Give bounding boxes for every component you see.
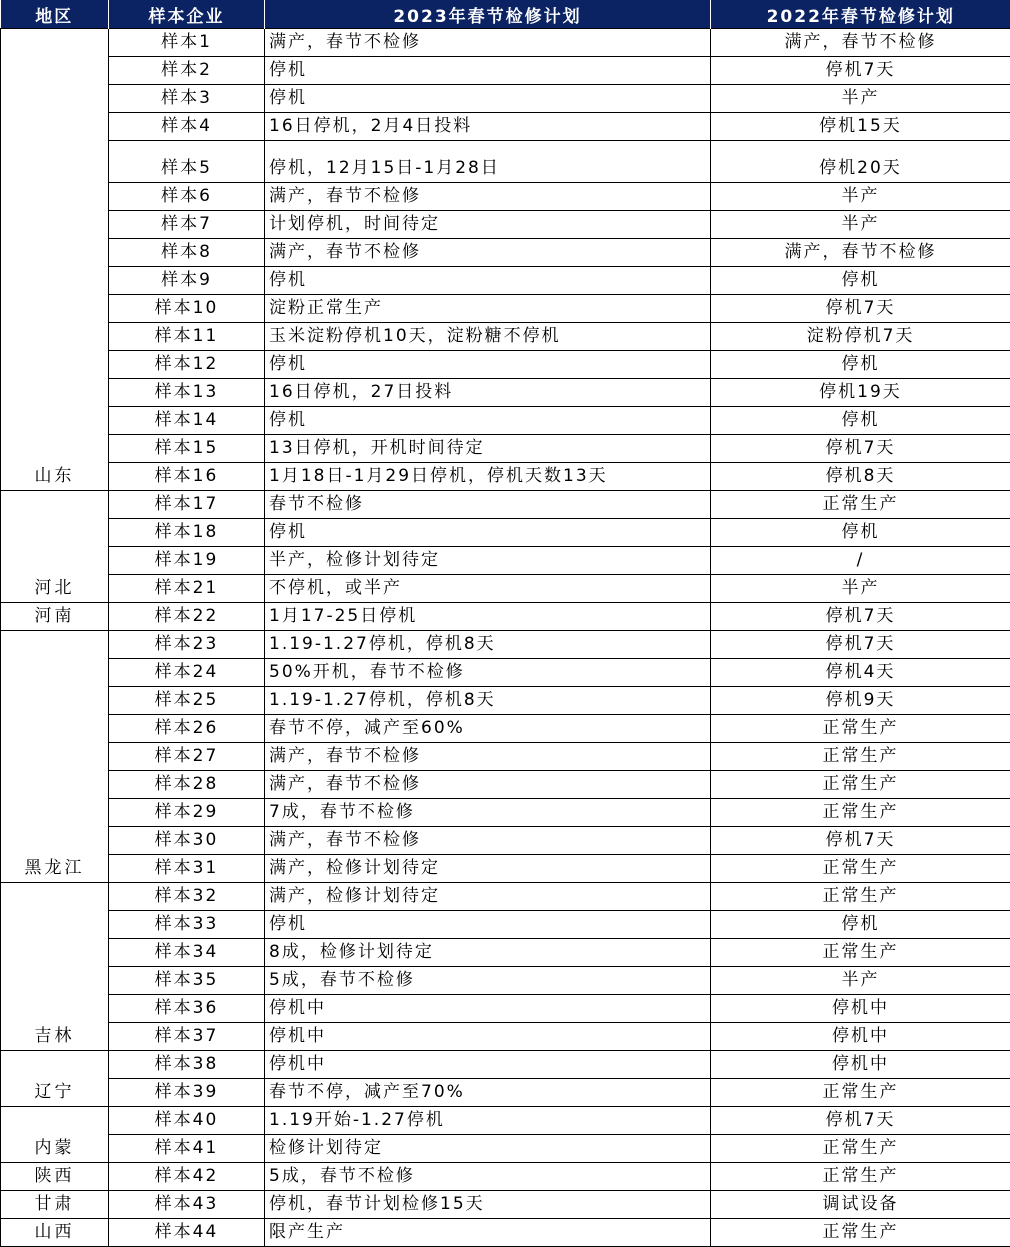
plan-2022-cell: 正常生产 — [711, 1079, 1010, 1107]
table-row — [1, 855, 1010, 883]
sample-cell: 样本42 — [109, 1163, 265, 1191]
table-row — [1, 827, 1010, 855]
plan-2022-cell: 半产 — [711, 85, 1010, 113]
plan-2023-cell: 满产，春节不检修 — [265, 183, 711, 211]
plan-2022-cell: 停机中 — [711, 1051, 1010, 1079]
sample-cell: 样本17 — [109, 491, 265, 519]
sample-cell: 样本23 — [109, 631, 265, 659]
plan-2022-cell: 停机 — [711, 407, 1010, 435]
plan-2023-cell: 16日停机，2月4日投料 — [265, 113, 711, 141]
plan-2022-cell: 正常生产 — [711, 715, 1010, 743]
plan-2023-cell: 50%开机，春节不检修 — [265, 659, 711, 687]
sample-cell: 样本31 — [109, 855, 265, 883]
plan-2022-cell: 正常生产 — [711, 883, 1010, 911]
plan-2023-cell: 满产，检修计划待定 — [265, 883, 711, 911]
sample-cell: 样本30 — [109, 827, 265, 855]
sample-cell: 样本22 — [109, 603, 265, 631]
plan-2022-cell: 停机中 — [711, 1023, 1010, 1051]
table-row — [1, 1107, 1010, 1135]
plan-2023-cell: 春节不停，减产至60% — [265, 715, 711, 743]
sample-cell: 样本25 — [109, 687, 265, 715]
region-cell: 黑龙江 — [1, 631, 109, 883]
table-row — [1, 57, 1010, 85]
sample-cell: 样本32 — [109, 883, 265, 911]
sample-cell: 样本40 — [109, 1107, 265, 1135]
plan-2023-cell: 检修计划待定 — [265, 1135, 711, 1163]
plan-2022-cell: 正常生产 — [711, 1163, 1010, 1191]
plan-2023-cell: 满产，春节不检修 — [265, 771, 711, 799]
sample-cell: 样本37 — [109, 1023, 265, 1051]
plan-2023-cell: 1.19-1.27停机，停机8天 — [265, 631, 711, 659]
sample-cell: 样本34 — [109, 939, 265, 967]
region-cell: 河南 — [1, 603, 109, 631]
plan-2023-cell: 停机 — [265, 407, 711, 435]
plan-2022-cell: 半产 — [711, 211, 1010, 239]
plan-2022-cell: 停机 — [711, 519, 1010, 547]
plan-2022-cell: 停机20天 — [711, 141, 1010, 183]
table-row — [1, 491, 1010, 519]
region-cell: 辽宁 — [1, 1051, 109, 1107]
plan-2023-cell: 春节不检修 — [265, 491, 711, 519]
plan-2022-cell: 正常生产 — [711, 939, 1010, 967]
sample-cell: 样本36 — [109, 995, 265, 1023]
sample-cell: 样本12 — [109, 351, 265, 379]
plan-2023-cell: 1月18日-1月29日停机，停机天数13天 — [265, 463, 711, 491]
plan-2023-cell: 限产生产 — [265, 1219, 711, 1247]
header-plan-2023: 2023年春节检修计划 — [265, 0, 711, 29]
plan-2023-cell: 1月17-25日停机 — [265, 603, 711, 631]
sample-cell: 样本4 — [109, 113, 265, 141]
table-row — [1, 85, 1010, 113]
plan-2022-cell: 半产 — [711, 967, 1010, 995]
plan-2023-cell: 1.19-1.27停机，停机8天 — [265, 687, 711, 715]
plan-2022-cell: / — [711, 547, 1010, 575]
region-cell: 吉林 — [1, 883, 109, 1051]
sample-cell: 样本26 — [109, 715, 265, 743]
table-row — [1, 239, 1010, 267]
plan-2023-cell: 停机 — [265, 267, 711, 295]
table-row — [1, 743, 1010, 771]
plan-2023-cell: 13日停机，开机时间待定 — [265, 435, 711, 463]
sample-cell: 样本29 — [109, 799, 265, 827]
plan-2022-cell: 停机15天 — [711, 113, 1010, 141]
sample-cell: 样本2 — [109, 57, 265, 85]
sample-cell: 样本24 — [109, 659, 265, 687]
plan-2023-cell: 计划停机，时间待定 — [265, 211, 711, 239]
table-row — [1, 883, 1010, 911]
sample-cell: 样本5 — [109, 141, 265, 183]
sample-cell: 样本35 — [109, 967, 265, 995]
sample-cell: 样本1 — [109, 29, 265, 57]
region-cell: 山西 — [1, 1219, 109, 1247]
plan-2022-cell: 正常生产 — [711, 771, 1010, 799]
region-cell: 甘肃 — [1, 1191, 109, 1219]
table-row — [1, 1023, 1010, 1051]
sample-cell: 样本10 — [109, 295, 265, 323]
header-sample: 样本企业 — [109, 0, 265, 29]
table-row — [1, 1219, 1010, 1247]
plan-2022-cell: 半产 — [711, 183, 1010, 211]
plan-2023-cell: 满产，春节不检修 — [265, 827, 711, 855]
plan-2022-cell: 淀粉停机7天 — [711, 323, 1010, 351]
plan-2023-cell: 停机 — [265, 85, 711, 113]
sample-cell: 样本9 — [109, 267, 265, 295]
sample-cell: 样本38 — [109, 1051, 265, 1079]
sample-cell: 样本41 — [109, 1135, 265, 1163]
sample-cell: 样本6 — [109, 183, 265, 211]
plan-2022-cell: 停机 — [711, 267, 1010, 295]
table-row — [1, 183, 1010, 211]
sample-cell: 样本8 — [109, 239, 265, 267]
plan-2023-cell: 满产，检修计划待定 — [265, 855, 711, 883]
plan-2023-cell: 16日停机，27日投料 — [265, 379, 711, 407]
plan-2023-cell: 停机 — [265, 911, 711, 939]
sample-cell: 样本13 — [109, 379, 265, 407]
plan-2023-cell: 停机 — [265, 57, 711, 85]
plan-2023-cell: 5成，春节不检修 — [265, 1163, 711, 1191]
plan-2023-cell: 停机中 — [265, 1051, 711, 1079]
plan-2023-cell: 停机中 — [265, 1023, 711, 1051]
plan-2022-cell: 停机9天 — [711, 687, 1010, 715]
sample-cell: 样本39 — [109, 1079, 265, 1107]
plan-2022-cell: 停机7天 — [711, 57, 1010, 85]
plan-2023-cell: 5成，春节不检修 — [265, 967, 711, 995]
table-row — [1, 211, 1010, 239]
plan-2023-cell: 停机 — [265, 351, 711, 379]
table-row — [1, 351, 1010, 379]
plan-2023-cell: 淀粉正常生产 — [265, 295, 711, 323]
plan-2022-cell: 停机7天 — [711, 631, 1010, 659]
plan-2023-cell: 7成，春节不检修 — [265, 799, 711, 827]
table-row — [1, 771, 1010, 799]
table-row — [1, 911, 1010, 939]
table-row — [1, 141, 1010, 183]
table-row — [1, 631, 1010, 659]
plan-2023-cell: 停机中 — [265, 995, 711, 1023]
plan-2023-cell: 满产，春节不检修 — [265, 239, 711, 267]
plan-2022-cell: 停机19天 — [711, 379, 1010, 407]
plan-2022-cell: 停机中 — [711, 995, 1010, 1023]
plan-2022-cell: 停机7天 — [711, 295, 1010, 323]
table-row — [1, 323, 1010, 351]
table-row — [1, 379, 1010, 407]
table-row — [1, 995, 1010, 1023]
table-row — [1, 1163, 1010, 1191]
plan-2022-cell: 调试设备 — [711, 1191, 1010, 1219]
table-row — [1, 715, 1010, 743]
plan-2022-cell: 正常生产 — [711, 855, 1010, 883]
plan-2022-cell: 正常生产 — [711, 799, 1010, 827]
region-cell: 山东 — [1, 29, 109, 491]
sample-cell: 样本14 — [109, 407, 265, 435]
plan-2022-cell: 满产，春节不检修 — [711, 239, 1010, 267]
sample-cell: 样本15 — [109, 435, 265, 463]
table-row — [1, 295, 1010, 323]
plan-2022-cell: 停机 — [711, 911, 1010, 939]
sample-cell: 样本11 — [109, 323, 265, 351]
region-cell: 河北 — [1, 491, 109, 603]
sample-cell: 样本44 — [109, 1219, 265, 1247]
plan-2023-cell: 半产，检修计划待定 — [265, 547, 711, 575]
table-row — [1, 519, 1010, 547]
table-row — [1, 939, 1010, 967]
table-row — [1, 407, 1010, 435]
table-row — [1, 1079, 1010, 1107]
table-row — [1, 1135, 1010, 1163]
plan-2023-cell: 春节不停，减产至70% — [265, 1079, 711, 1107]
table-row — [1, 659, 1010, 687]
plan-2022-cell: 正常生产 — [711, 491, 1010, 519]
table-row — [1, 799, 1010, 827]
plan-2022-cell: 停机7天 — [711, 603, 1010, 631]
plan-2023-cell: 1.19开始-1.27停机 — [265, 1107, 711, 1135]
sample-cell: 样本7 — [109, 211, 265, 239]
table-row — [1, 113, 1010, 141]
plan-2023-cell: 8成，检修计划待定 — [265, 939, 711, 967]
region-cell: 陕西 — [1, 1163, 109, 1191]
table-row — [1, 267, 1010, 295]
plan-2022-cell: 停机7天 — [711, 827, 1010, 855]
plan-2022-cell: 停机 — [711, 351, 1010, 379]
table-row — [1, 463, 1010, 491]
sample-cell: 样本18 — [109, 519, 265, 547]
plan-2022-cell: 停机7天 — [711, 1107, 1010, 1135]
plan-2023-cell: 满产，春节不检修 — [265, 743, 711, 771]
table-row — [1, 1191, 1010, 1219]
plan-2023-cell: 停机，12月15日-1月28日 — [265, 141, 711, 183]
sample-cell: 样本33 — [109, 911, 265, 939]
table-row — [1, 29, 1010, 57]
sample-cell: 样本3 — [109, 85, 265, 113]
table-row — [1, 687, 1010, 715]
table-row — [1, 603, 1010, 631]
plan-2023-cell: 玉米淀粉停机10天，淀粉糖不停机 — [265, 323, 711, 351]
plan-2022-cell: 停机7天 — [711, 435, 1010, 463]
sample-cell: 样本27 — [109, 743, 265, 771]
table-row — [1, 547, 1010, 575]
table-row — [1, 575, 1010, 603]
plan-2022-cell: 正常生产 — [711, 1219, 1010, 1247]
plan-2023-cell: 停机 — [265, 519, 711, 547]
table-row — [1, 435, 1010, 463]
plan-2022-cell: 半产 — [711, 575, 1010, 603]
table-row — [1, 967, 1010, 995]
header-row — [1, 0, 1010, 29]
table-row — [1, 1051, 1010, 1079]
header-plan-2022: 2022年春节检修计划 — [711, 0, 1010, 29]
plan-2023-cell: 停机，春节计划检修15天 — [265, 1191, 711, 1219]
sample-cell: 样本43 — [109, 1191, 265, 1219]
sample-cell: 样本28 — [109, 771, 265, 799]
plan-2022-cell: 停机8天 — [711, 463, 1010, 491]
plan-2022-cell: 满产，春节不检修 — [711, 29, 1010, 57]
header-region: 地区 — [1, 0, 109, 29]
plan-2023-cell: 满产，春节不检修 — [265, 29, 711, 57]
plan-2023-cell: 不停机，或半产 — [265, 575, 711, 603]
sample-cell: 样本21 — [109, 575, 265, 603]
table-body — [1, 29, 1010, 1247]
plan-2022-cell: 正常生产 — [711, 743, 1010, 771]
sample-cell: 样本16 — [109, 463, 265, 491]
sample-cell: 样本19 — [109, 547, 265, 575]
region-cell: 内蒙 — [1, 1107, 109, 1163]
plan-2022-cell: 停机4天 — [711, 659, 1010, 687]
plan-2022-cell: 正常生产 — [711, 1135, 1010, 1163]
